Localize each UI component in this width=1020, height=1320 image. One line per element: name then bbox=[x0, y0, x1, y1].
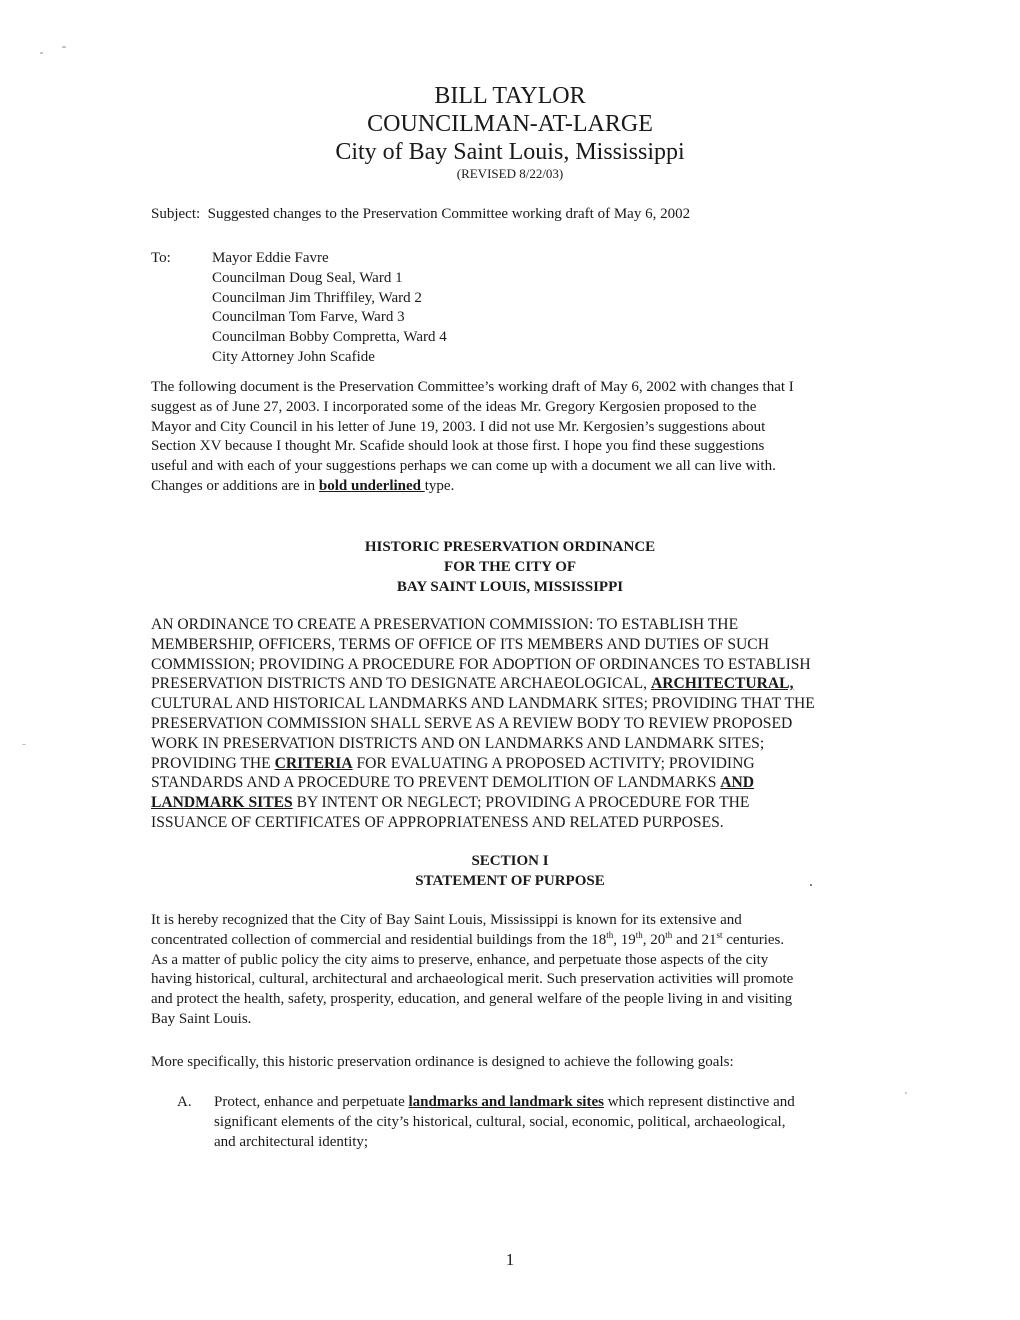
ordinance-title-line1: HISTORIC PRESERVATION ORDINANCE bbox=[364, 539, 656, 555]
purpose-text: and 21 bbox=[672, 931, 717, 948]
preamble-change: ARCHITECTURAL, bbox=[650, 675, 794, 693]
recipient: Councilman Doug Seal, Ward 1 bbox=[212, 269, 403, 286]
preamble-line: MEMBERSHIP, OFFICERS, TERMS OF OFFICE OF ITS MEMBERS AND DUTIES OF SUCH bbox=[151, 635, 769, 653]
goals-intro bbox=[151, 1053, 891, 1073]
preamble-line bbox=[151, 793, 815, 813]
goal-line: significant elements of the city’s historical, cultural, social, economic, political, archaeological, bbox=[214, 1113, 786, 1130]
preamble-line bbox=[151, 674, 815, 694]
revision-date: (REVISED 8/22/03) bbox=[456, 166, 564, 181]
subject-text: Suggested changes to the Preservation Committee working draft of May 6, 2002 bbox=[207, 206, 691, 222]
intro-last-prefix: Changes or additions are in bbox=[151, 477, 319, 494]
preamble-line: CULTURAL AND HISTORICAL LANDMARKS AND LANDMARK SITES; PROVIDING THAT THE bbox=[151, 695, 815, 713]
goal-a bbox=[214, 1093, 795, 1152]
section-title: STATEMENT OF PURPOSE bbox=[415, 873, 605, 889]
goal-change: landmarks and landmark sites bbox=[408, 1094, 604, 1110]
goal-text: Protect, enhance and perpetuate bbox=[214, 1094, 409, 1110]
purpose-text: centuries. bbox=[722, 931, 785, 948]
intro-line: Section XV because I thought Mr. Scafide should look at those first. I hope you find these suggestions bbox=[151, 438, 765, 455]
intro-line-last bbox=[151, 477, 891, 497]
ordinance-preamble bbox=[151, 615, 815, 833]
goals-intro-line: More specifically, this historic preservation ordinance is designed to achieve the following goals: bbox=[151, 1054, 734, 1070]
ordinal-suffix: th bbox=[665, 929, 673, 940]
ordinal-suffix: th bbox=[635, 929, 643, 940]
intro-line: suggest as of June 27, 2003. I incorporated some of the ideas Mr. Gregory Kergosien proposed to the bbox=[151, 398, 757, 415]
ordinance-title-line2: FOR THE CITY OF bbox=[443, 559, 577, 575]
purpose-line bbox=[151, 931, 891, 951]
preamble-text: BY INTENT OR NEGLECT; PROVIDING A PROCEDURE FOR THE bbox=[292, 794, 750, 812]
intro-line: The following document is the Preservation Committee’s working draft of May 6, 2002 with changes that I bbox=[151, 379, 794, 395]
scan-speck bbox=[810, 884, 812, 886]
ordinal-suffix: st bbox=[716, 929, 723, 940]
recipient: Councilman Jim Thriffiley, Ward 2 bbox=[212, 289, 422, 306]
letterhead-office: COUNCILMAN-AT-LARGE bbox=[367, 111, 653, 137]
purpose-text: , 19 bbox=[613, 931, 636, 948]
recipient-list bbox=[212, 249, 447, 368]
purpose-line: having historical, cultural, architectural and archaeological merit. Such preservation activities will promote bbox=[151, 971, 794, 988]
preamble-line: ISSUANCE OF CERTIFICATES OF APPROPRIATENESS AND RELATED PURPOSES. bbox=[151, 813, 724, 831]
intro-line: Mayor and City Council in his letter of June 19, 2003. I did not use Mr. Kergosien’s suggestions about bbox=[151, 418, 766, 435]
bold-underlined-sample: bold underlined bbox=[318, 477, 425, 494]
letterhead-name: BILL TAYLOR bbox=[434, 83, 586, 109]
preamble-text: PROVIDING THE bbox=[151, 754, 275, 772]
preamble-change: AND bbox=[720, 774, 755, 792]
section-number: SECTION I bbox=[471, 853, 549, 869]
intro-last-suffix: type. bbox=[424, 477, 455, 494]
intro-line: useful and with each of your suggestions perhaps we can come up with a document we all can live with. bbox=[151, 458, 776, 475]
preamble-line: WORK IN PRESERVATION DISTRICTS AND ON LANDMARKS AND LANDMARK SITES; bbox=[151, 734, 765, 752]
preamble-line: PRESERVATION COMMISSION SHALL SERVE AS A REVIEW BODY TO REVIEW PROPOSED bbox=[151, 714, 793, 732]
page-number: 1 bbox=[505, 1250, 515, 1269]
purpose-paragraph bbox=[151, 911, 891, 1030]
preamble-change: CRITERIA bbox=[274, 754, 353, 772]
purpose-line: As a matter of public policy the city aims to preserve, enhance, and perpetuate those aspects of the city bbox=[151, 951, 769, 968]
purpose-line: and protect the health, safety, prosperity, education, and general welfare of the people living in and visiting bbox=[151, 991, 793, 1008]
purpose-text: , 20 bbox=[642, 931, 666, 948]
purpose-line: Bay Saint Louis. bbox=[151, 1010, 252, 1027]
recipient: City Attorney John Scafide bbox=[212, 348, 375, 365]
preamble-change: LANDMARK SITES bbox=[151, 794, 293, 812]
preamble-line bbox=[151, 773, 815, 793]
to-label: To: bbox=[151, 250, 171, 266]
recipient: Councilman Tom Farve, Ward 3 bbox=[212, 309, 405, 326]
scan-speck bbox=[40, 52, 43, 54]
goal-line: and architectural identity; bbox=[214, 1133, 369, 1150]
recipient: Mayor Eddie Favre bbox=[212, 250, 329, 266]
recipient: Councilman Bobby Compretta, Ward 4 bbox=[212, 329, 447, 346]
scan-speck bbox=[905, 1092, 907, 1094]
intro-paragraph bbox=[151, 378, 891, 497]
ordinal-suffix: th bbox=[606, 929, 614, 940]
preamble-text: PRESERVATION DISTRICTS AND TO DESIGNATE ARCHAEOLOGICAL, bbox=[151, 675, 651, 693]
ordinance-title-line3: BAY SAINT LOUIS, MISSISSIPPI bbox=[396, 579, 624, 595]
preamble-text: STANDARDS AND A PROCEDURE TO PREVENT DEMOLITION OF LANDMARKS bbox=[151, 774, 721, 792]
goal-marker: A. bbox=[177, 1094, 192, 1110]
preamble-line bbox=[151, 754, 815, 774]
letterhead-city: City of Bay Saint Louis, Mississippi bbox=[335, 139, 685, 165]
purpose-text: concentrated collection of commercial and residential buildings from the 18 bbox=[151, 931, 607, 948]
subject-label: Subject: bbox=[151, 206, 201, 222]
preamble-text: FOR EVALUATING A PROPOSED ACTIVITY; PROVIDING bbox=[352, 754, 755, 772]
memo-subject bbox=[151, 205, 690, 224]
preamble-line: AN ORDINANCE TO CREATE A PRESERVATION COMMISSION: TO ESTABLISH THE bbox=[151, 616, 739, 633]
goal-line bbox=[214, 1093, 795, 1113]
preamble-line: COMMISSION; PROVIDING A PROCEDURE FOR ADOPTION OF ORDINANCES TO ESTABLISH bbox=[151, 655, 811, 673]
goal-text: which represent distinctive and bbox=[603, 1094, 795, 1110]
purpose-line: It is hereby recognized that the City of Bay Saint Louis, Mississippi is known for its extensive and bbox=[151, 912, 742, 928]
scan-speck bbox=[62, 46, 66, 48]
scan-speck bbox=[22, 744, 26, 745]
